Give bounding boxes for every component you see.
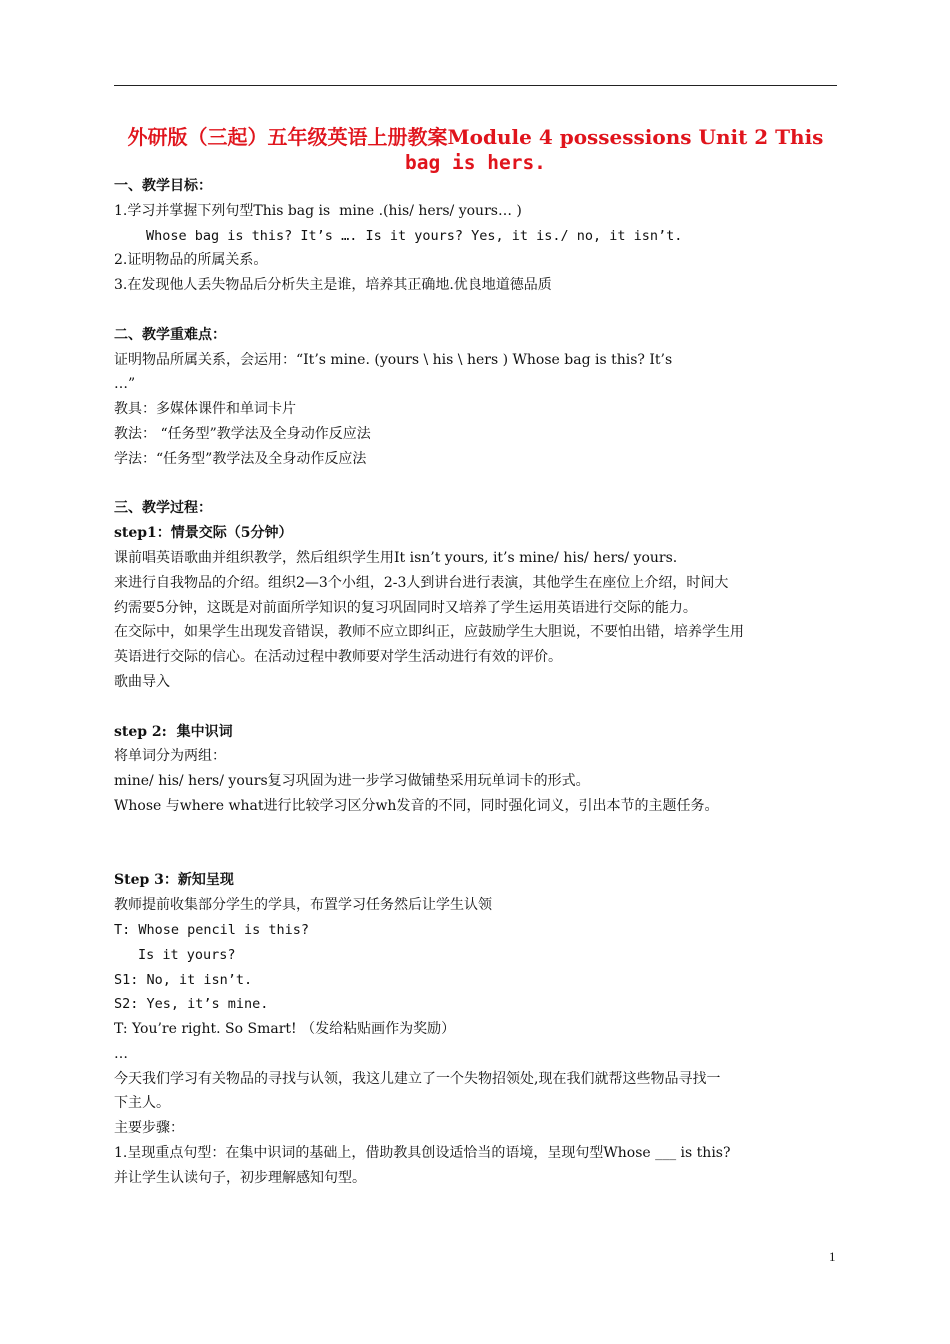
paragraph: 今天我们学习有关物品的寻找与认领，我这儿建立了一个失物招领处,现在我们就帮这些物品寻找一 [114, 1070, 721, 1087]
section-heading: 三、教学过程： [114, 500, 212, 517]
title-line-2: bag is hers. [405, 151, 546, 174]
paragraph: 英语进行交际的信心。在活动过程中教师要对学生活动进行有效的评价。 [114, 649, 562, 666]
step-heading: Step 3：新知呈现 [114, 872, 234, 889]
paragraph: 学法：“任务型”教学法及全身动作反应法 [114, 450, 367, 467]
paragraph: 歌曲导入 [114, 673, 170, 690]
dialogue-line: S1: No, it isn’t. [114, 971, 253, 988]
page-number: 1 [829, 1249, 836, 1264]
paragraph: 教师提前收集部分学生的学具，布置学习任务然后让学生认领 [114, 897, 492, 914]
paragraph: 下主人。 [114, 1095, 170, 1112]
paragraph: Whose 与where what进行比较学习区分wh发音的不同，同时强化词义，引出本节的主题任务。 [114, 797, 719, 814]
paragraph: 1.呈现重点句型：在集中识词的基础上，借助教具创设适恰当的语境，呈现句型Whose ___ is this? [114, 1145, 731, 1162]
paragraph: 并让学生认读句子，初步理解感知句型。 [114, 1169, 366, 1186]
document-title [114, 124, 837, 176]
step-heading: step 2: 集中识词 [114, 723, 233, 740]
section-heading: 一、教学目标： [114, 178, 212, 194]
paragraph: … [114, 1045, 128, 1062]
paragraph: 在交际中，如果学生出现发音错误，教师不应立即纠正，应鼓励学生大胆说，不要怕出错，培养学生用 [114, 624, 744, 641]
paragraph: 证明物品所属关系，会运用：“It’s mine. (yours \ his \ hers ) Whose bag is this? It’s [114, 351, 673, 368]
paragraph: …” [114, 376, 136, 393]
dialogue-line: T: You’re right. So Smart! （发给粘贴画作为奖励） [114, 1021, 456, 1038]
title-line-1: 外研版（三起）五年级英语上册教案Module 4 possessions Unit 2 This [127, 125, 824, 149]
paragraph: mine/ his/ hers/ yours复习巩固为进一步学习做铺垫采用玩单词卡的形式。 [114, 773, 590, 790]
document-body [114, 174, 838, 1191]
paragraph: 约需要5分钟，这既是对前面所学知识的复习巩固同时又培养了学生运用英语进行交际的能力。 [114, 599, 697, 616]
paragraph: 教具：多媒体课件和单词卡片 [114, 401, 296, 418]
paragraph: Whose bag is this? It’s …. Is it yours? Yes, it is./ no, it isn’t. [146, 227, 683, 244]
paragraph: 课前唱英语歌曲并组织教学，然后组织学生用It isn’t yours, it’s mine/ his/ hers/ yours. [114, 549, 678, 566]
paragraph: 2.证明物品的所属关系。 [114, 252, 268, 269]
paragraph: 3.在发现他人丢失物品后分析失主是谁，培养其正确地.优良地道德品质 [114, 277, 552, 294]
paragraph: 将单词分为两组： [114, 748, 226, 765]
dialogue-line: Is it yours? [138, 946, 236, 963]
dialogue-line: T: Whose pencil is this? [114, 921, 310, 938]
dialogue-line: S2: Yes, it’s mine. [114, 996, 269, 1013]
paragraph: 主要步骤： [114, 1120, 184, 1137]
paragraph: 1.学习并掌握下列句型This bag is mine .(his/ hers/ yours… ) [114, 202, 522, 219]
paragraph: 教法： “任务型”教学法及全身动作反应法 [114, 425, 371, 442]
section-heading: 二、教学重难点： [114, 326, 226, 343]
paragraph: 来进行自我物品的介绍。组织2—3个小组，2-3人到讲台进行表演，其他学生在座位上介绍，时间大 [114, 574, 729, 591]
step-heading: step1：情景交际（5分钟） [114, 525, 293, 542]
header-rule [114, 85, 837, 86]
